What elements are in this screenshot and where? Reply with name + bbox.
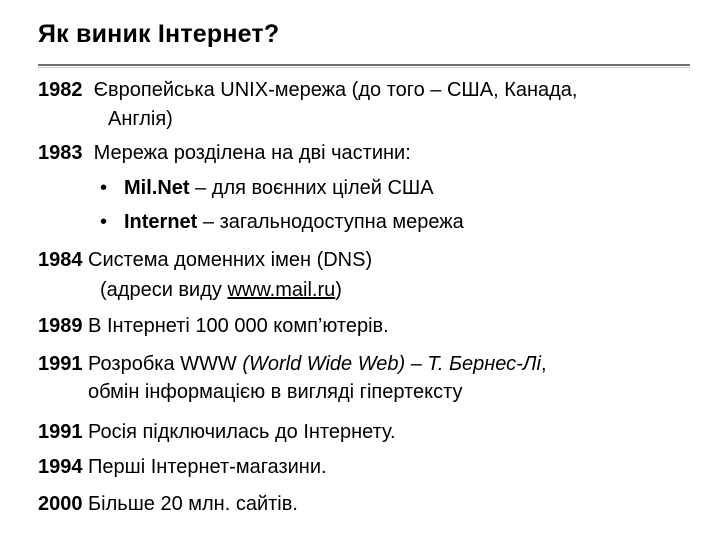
entry-text: Росія підключилась до Інтернету. bbox=[82, 421, 396, 443]
entry-text-italic: (World Wide Web) – Т. Бернес-Лі bbox=[242, 353, 541, 375]
entry-1994 bbox=[38, 455, 327, 479]
bullet-marker: • bbox=[100, 177, 108, 199]
year-label: 1984 bbox=[38, 249, 83, 271]
page-title: Як виник Інтернет? bbox=[38, 20, 280, 48]
entry-text: Перші Інтернет-магазини. bbox=[82, 456, 327, 478]
entry-1984-continuation bbox=[100, 278, 342, 302]
title-divider bbox=[38, 64, 690, 66]
year-label: 1991 bbox=[38, 353, 83, 375]
entry-text: Європейська UNIX-мережа (до того – США, Канада, bbox=[93, 79, 578, 101]
entry-text: Мережа розділена на дві частини: bbox=[93, 142, 411, 164]
bullet-desc: – загальнодоступна мережа bbox=[197, 211, 464, 233]
continuation-close: ) bbox=[335, 279, 342, 301]
bullet-marker: • bbox=[100, 211, 108, 233]
year-label: 1983 bbox=[38, 142, 83, 164]
entry-1984 bbox=[38, 248, 372, 272]
entry-1991-www bbox=[38, 352, 547, 376]
continuation-text: (адреси виду bbox=[100, 279, 228, 301]
year-label: 1989 bbox=[38, 315, 83, 337]
entry-1991-www-continuation: обмін інформацією в вигляді гіпертексту bbox=[88, 381, 463, 403]
entry-text: Більше 20 млн. сайтів. bbox=[82, 493, 298, 515]
entry-1991-russia bbox=[38, 420, 396, 444]
bullet-item-milnet bbox=[100, 176, 434, 200]
entry-text: В Інтернеті 100 000 комп’ютерів. bbox=[82, 315, 389, 337]
entry-text-end: , bbox=[540, 353, 547, 375]
entry-1982-continuation: Англія) bbox=[108, 108, 173, 130]
entry-text: Система доменних імен (DNS) bbox=[82, 249, 373, 271]
year-label: 1982 bbox=[38, 79, 83, 101]
entry-1983 bbox=[38, 141, 411, 165]
bullet-item-internet bbox=[100, 210, 464, 234]
entry-1989 bbox=[38, 314, 389, 338]
year-label: 2000 bbox=[38, 493, 83, 515]
bullet-term: Mil.Net bbox=[124, 177, 190, 199]
example-link[interactable]: www.mail.ru bbox=[227, 279, 336, 301]
bullet-desc: – для воєнних цілей США bbox=[189, 177, 434, 199]
entry-text: Розробка WWW bbox=[82, 353, 243, 375]
bullet-term: Internet bbox=[124, 211, 198, 233]
entry-2000 bbox=[38, 492, 298, 516]
year-label: 1994 bbox=[38, 456, 83, 478]
entry-1982 bbox=[38, 78, 577, 102]
year-label: 1991 bbox=[38, 421, 83, 443]
